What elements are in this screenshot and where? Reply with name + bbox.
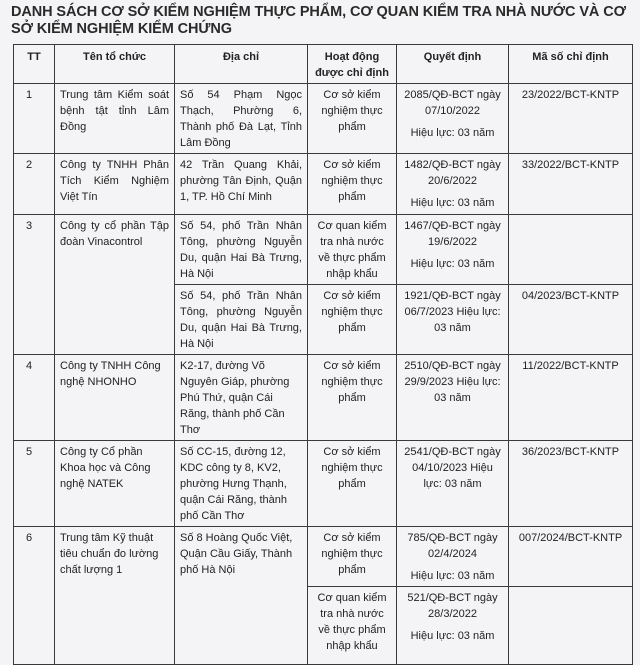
decision-number: 1467/QĐ-BCT ngày 19/6/2022 xyxy=(404,220,501,248)
cell-tt: 3 xyxy=(14,215,55,355)
cell-decision: 2510/QĐ-BCT ngày 29/9/2023 Hiệu lực: 03 năm xyxy=(397,355,509,441)
cell-address: Số 54, phố Trần Nhân Tông, phường Nguyễn Du, quận Hai Bà Trưng, Hà Nội xyxy=(175,285,308,355)
decision-validity: Hiệu lực: 03 năm xyxy=(410,127,495,139)
header-activity: Hoạt động được chỉ định xyxy=(308,45,397,84)
header-name: Tên tổ chức xyxy=(55,45,175,84)
cell-decision xyxy=(397,215,509,285)
decision-number: 521/QĐ-BCT ngày 28/3/2022 xyxy=(407,592,498,620)
cell-activity: Cơ sở kiểm nghiệm thực phẩm xyxy=(308,285,397,355)
cell-activity: Cơ sở kiểm nghiệm thực phẩm xyxy=(308,441,397,527)
decision-number: 1482/QĐ-BCT ngày 20/6/2022 xyxy=(404,159,501,187)
cell-name: Trung tâm Kiểm soát bệnh tật tỉnh Lâm Đồng xyxy=(55,84,175,154)
table-row xyxy=(14,355,633,441)
decision-validity: Hiệu lực: 03 năm xyxy=(410,570,495,582)
page-title: DANH SÁCH CƠ SỞ KIỂM NGHIỆM THỰC PHẨM, CƠ QUAN KIỂM TRA NHÀ NƯỚC VÀ CƠ SỞ KIỂM NGHIỆM KIỂM CHỨNG xyxy=(11,4,626,37)
cell-address: Số 54, phố Trần Nhân Tông, phường Nguyễn Du, quận Hai Bà Trưng, Hà Nội xyxy=(175,215,308,285)
cell-tt: 1 xyxy=(14,84,55,154)
cell-decision xyxy=(397,154,509,215)
header-decision: Quyết định xyxy=(397,45,509,84)
cell-activity: Cơ sở kiểm nghiệm thực phẩm xyxy=(308,355,397,441)
cell-address: Số 8 Hoàng Quốc Việt, Quận Cầu Giấy, Thành phố Hà Nội xyxy=(175,527,308,665)
cell-tt: 5 xyxy=(14,441,55,527)
decision-number: 785/QĐ-BCT ngày 02/4/2024 xyxy=(407,532,498,560)
cell-code: 33/2022/BCT-KNTP xyxy=(509,154,633,215)
cell-name: Công ty TNHH Công nghệ NHONHO xyxy=(55,355,175,441)
header-code: Mã số chỉ định xyxy=(509,45,633,84)
cell-tt: 6 xyxy=(14,527,55,665)
cell-activity: Cơ quan kiểm tra nhà nước về thực phẩm nhập khẩu xyxy=(308,215,397,285)
cell-decision xyxy=(397,587,509,665)
table-row xyxy=(14,441,633,527)
cell-address: Số 54 Phạm Ngọc Thạch, Phường 6, Thành phố Đà Lạt, Tỉnh Lâm Đồng xyxy=(175,84,308,154)
header-address: Địa chỉ xyxy=(175,45,308,84)
table-row xyxy=(14,154,633,215)
cell-address: K2-17, đường Võ Nguyên Giáp, phường Phú Thứ, quận Cái Răng, thành phố Cần Thơ xyxy=(175,355,308,441)
cell-activity: Cơ sở kiểm nghiệm thực phẩm xyxy=(308,527,397,587)
cell-address: Số CC-15, đường 12, KDC công ty 8, KV2, phường Hưng Thạnh, quận Cái Răng, thành phố Cần Thơ xyxy=(175,441,308,527)
cell-decision: 2541/QĐ-BCT ngày 04/10/2023 Hiệu lực: 03 năm xyxy=(397,441,509,527)
cell-code xyxy=(509,587,633,665)
cell-name: Trung tâm Kỹ thuật tiêu chuẩn đo lường chất lượng 1 xyxy=(55,527,175,665)
cell-tt: 2 xyxy=(14,154,55,215)
table-header-row xyxy=(14,45,633,84)
cell-code: 11/2022/BCT-KNTP xyxy=(509,355,633,441)
designation-table xyxy=(13,44,633,665)
cell-code xyxy=(509,215,633,285)
decision-validity: Hiệu lực: 03 năm xyxy=(410,630,495,642)
table-row xyxy=(14,215,633,285)
cell-activity: Cơ sở kiểm nghiệm thực phẩm xyxy=(308,154,397,215)
decision-validity: Hiệu lực: 03 năm xyxy=(410,197,495,209)
decision-number: 2085/QĐ-BCT ngày 07/10/2022 xyxy=(404,89,501,117)
cell-code: 04/2023/BCT-KNTP xyxy=(509,285,633,355)
table-row xyxy=(14,527,633,587)
cell-activity: Cơ sở kiểm nghiệm thực phẩm xyxy=(308,84,397,154)
decision-validity: Hiệu lực: 03 năm xyxy=(410,258,495,270)
cell-activity: Cơ quan kiểm tra nhà nước về thực phẩm nhập khẩu xyxy=(308,587,397,665)
cell-code: 36/2023/BCT-KNTP xyxy=(509,441,633,527)
cell-decision xyxy=(397,84,509,154)
cell-name: Công ty TNHH Phân Tích Kiểm Nghiệm Việt Tín xyxy=(55,154,175,215)
cell-code: 007/2024/BCT-KNTP xyxy=(509,527,633,587)
table-row xyxy=(14,84,633,154)
cell-decision xyxy=(397,527,509,587)
cell-address: 42 Trần Quang Khải, phường Tân Định, Quận 1, TP. Hồ Chí Minh xyxy=(175,154,308,215)
cell-name: Công ty cổ phần Tập đoàn Vinacontrol xyxy=(55,215,175,355)
cell-tt: 4 xyxy=(14,355,55,441)
cell-decision: 1921/QĐ-BCT ngày 06/7/2023 Hiệu lực: 03 năm xyxy=(397,285,509,355)
cell-name: Công ty Cổ phần Khoa học và Công nghệ NATEK xyxy=(55,441,175,527)
header-tt: TT xyxy=(14,45,55,84)
cell-code: 23/2022/BCT-KNTP xyxy=(509,84,633,154)
